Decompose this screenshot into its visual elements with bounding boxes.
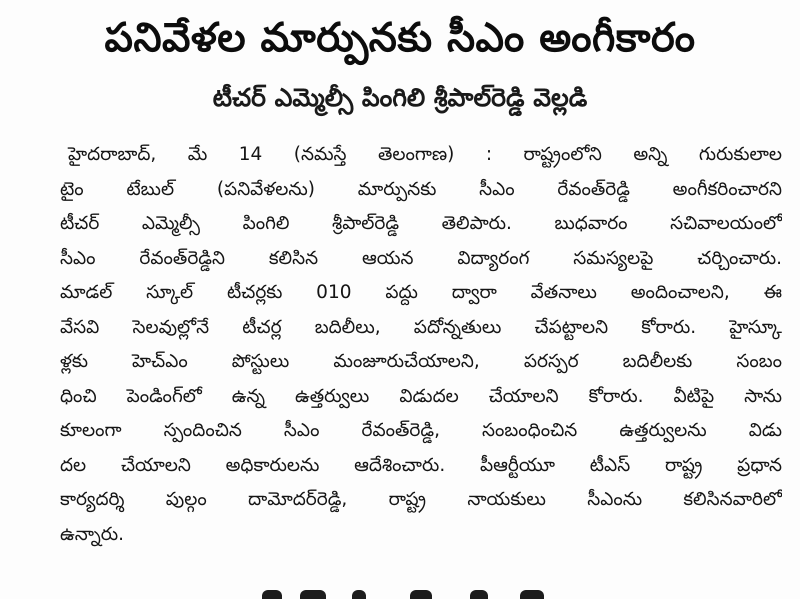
body-line: టీచర్ ఎమ్మెల్సీ పింగిలి శ్రీపాల్‌రెడ్డి తెలిపారు. బుధవారం సచివాలయంలో (60, 213, 782, 234)
cutoff-glyph (262, 590, 282, 599)
body-line: కార్యదర్శి పుల్గం దామోదర్‌రెడ్డి, రాష్ట్ర నాయకులు సీఎంను కలిసినవారిలో (60, 489, 782, 510)
cutoff-glyph (470, 590, 488, 599)
body-line: కూలంగా స్పందించిన సీఎం రేవంత్‌రెడ్డి, సంబంధించిన ఉత్తర్వులను విడు (60, 420, 782, 441)
body-line: మాడల్ స్కూల్ టీచర్లకు 010 పద్దు ద్వారా వేతనాలు అందించాలని, ఈ (60, 282, 782, 303)
body-line: ధించి పెండింగ్‌లో ఉన్న ఉత్తర్వులు విడుదల చేయాలని కోరారు. వీటిపై సాను (60, 385, 782, 407)
body-line: టైం టేబుల్ (పనివేళలను) మార్పునకు సీఎం రేవంత్‌రెడ్డి అంగీకరించారని (60, 178, 782, 200)
cutoff-glyph (520, 590, 544, 599)
subheadline: టీచర్ ఎమ్మెల్సీ పింగిలి శ్రీపాల్‌రెడ్డి వెల్లడి (212, 83, 588, 112)
body-line: ఉన్నారు. (60, 523, 125, 545)
next-article-cutoff (0, 588, 800, 599)
body-line: దల చేయాలని అధికారులను ఆదేశించారు. పీఆర్టీయూ టీఎస్ రాష్ట్ర ప్రధాన (60, 454, 782, 476)
body-line: సీఎం రేవంత్‌రెడ్డిని కలిసిన ఆయన విద్యారంగ సమస్యలపై చర్చించారు. (60, 247, 782, 269)
headline: పనివేళల మార్పునకు సీఎం అంగీకారం (104, 15, 696, 61)
article-body (60, 138, 782, 552)
cutoff-glyph (410, 590, 432, 599)
body-line: వేసవి సెలవుల్లోనే టీచర్ల బదిలీలు, పదోన్నతులు చేపట్టాలని కోరారు. హైస్కూ (60, 316, 782, 338)
cutoff-glyph (352, 590, 366, 599)
body-line: హైదరాబాద్, మే 14 (నమస్తే తెలంగాణ) : రాష్ట్రంలోని అన్ని గురుకులాల (68, 144, 782, 165)
cutoff-glyph (300, 590, 326, 599)
body-line: ళ్లకు హెచ్‌ఎం పోస్టులు మంజూరుచేయాలని, పరస్పర బదిలీలకు సంబం (60, 351, 782, 372)
